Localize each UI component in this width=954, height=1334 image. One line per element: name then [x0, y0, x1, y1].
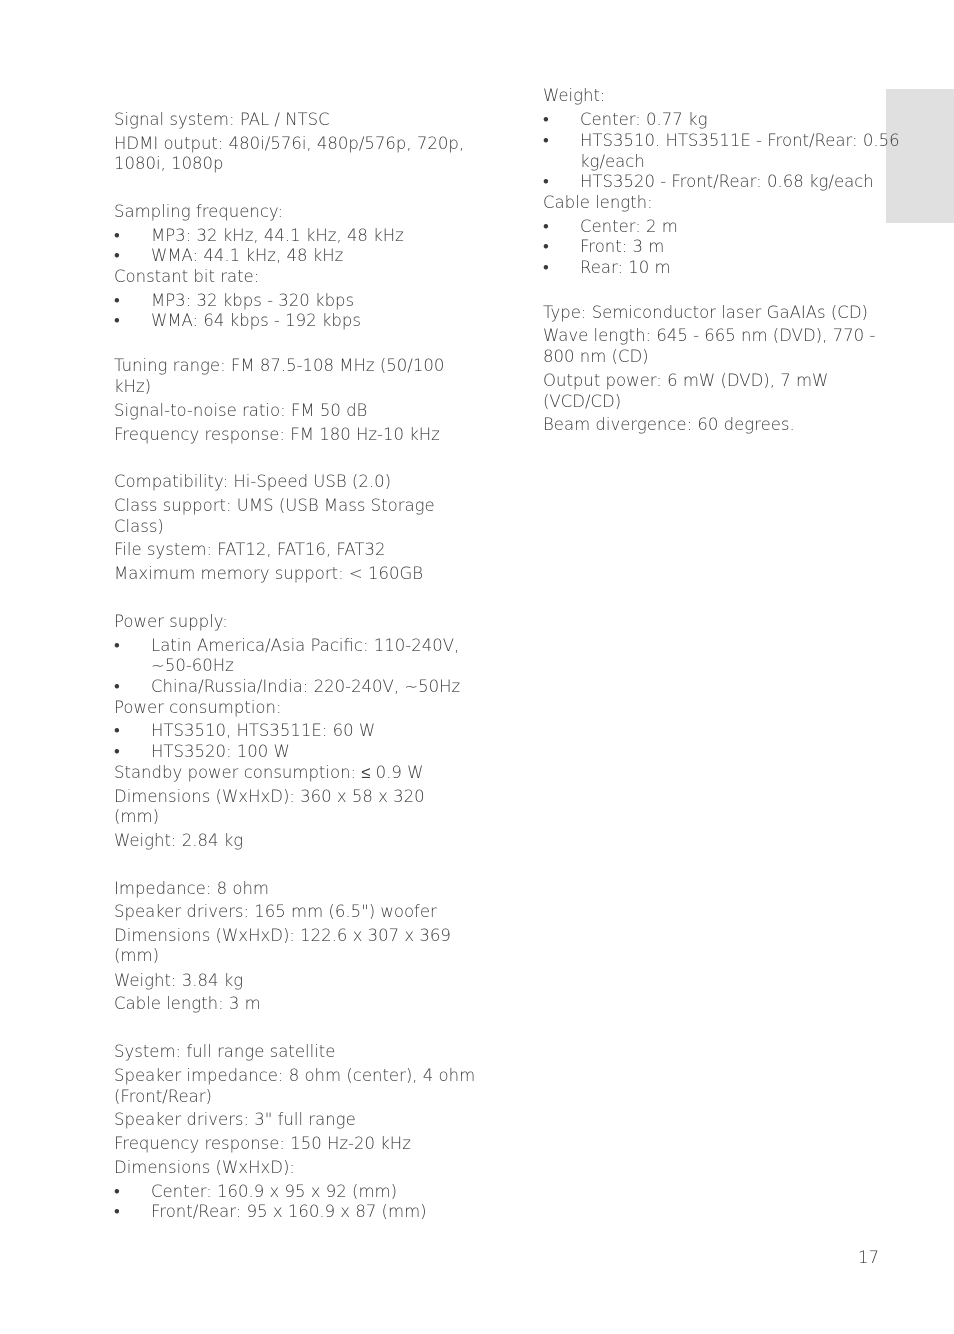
spec-text: Weight: 2.84 kg	[114, 831, 244, 850]
spec-text: Sampling frequency:	[114, 202, 284, 221]
spec-line	[114, 1042, 449, 1063]
spec-text: MP3: 32 kbps - 320 kbps	[151, 291, 355, 310]
spec-text: Tuning range: FM 87.5-108 MHz (50/100	[114, 356, 445, 375]
spec-text: HTS3510. HTS3511E - Front/Rear: 0.56	[580, 131, 900, 150]
bullet-marker: •	[114, 291, 120, 310]
spec-line	[543, 303, 883, 324]
spec-line	[114, 946, 449, 967]
spec-line	[114, 202, 449, 223]
spec-line	[114, 1134, 449, 1155]
spec-line	[114, 879, 449, 900]
spec-line	[543, 326, 883, 347]
spec-line	[114, 540, 449, 561]
spec-text: Dimensions (WxHxD): 360 x 58 x 320	[114, 787, 425, 806]
spec-line	[114, 807, 449, 828]
spec-line	[114, 267, 449, 288]
spec-line	[114, 425, 449, 446]
spec-text: Cable length: 3 m	[114, 994, 261, 1013]
spec-text: Center: 160.9 x 95 x 92 (mm)	[151, 1182, 398, 1201]
spec-text: 800 nm (CD)	[543, 347, 649, 366]
spec-text: Speaker drivers: 3" full range	[114, 1110, 356, 1129]
bullet-marker: •	[543, 110, 549, 129]
spec-line	[114, 1110, 449, 1131]
spec-text: Frequency response: 150 Hz-20 kHz	[114, 1134, 411, 1153]
spec-line	[114, 356, 449, 377]
spec-text: Beam divergence: 60 degrees.	[543, 415, 795, 434]
spec-text: Center: 0.77 kg	[580, 110, 708, 129]
spec-line	[114, 496, 449, 517]
spec-line	[114, 401, 449, 422]
bullet-item	[114, 246, 486, 267]
spec-text: kg/each	[580, 152, 645, 171]
spec-text: WMA: 64 kbps - 192 kbps	[151, 311, 361, 330]
spec-text: MP3: 32 kHz, 44.1 kHz, 48 kHz	[151, 226, 404, 245]
spec-text: Class)	[114, 517, 164, 536]
spec-text: HTS3510, HTS3511E: 60 W	[151, 721, 376, 740]
spec-text: Type: Semiconductor laser GaAIAs (CD)	[543, 303, 868, 322]
spec-line	[114, 698, 449, 719]
spec-line	[114, 564, 449, 585]
spec-line	[543, 347, 883, 368]
spec-text: Wave length: 645 - 665 nm (DVD), 770 -	[543, 326, 876, 345]
bullet-item	[114, 226, 486, 247]
spec-text: Dimensions (WxHxD): 122.6 x 307 x 369	[114, 926, 451, 945]
spec-text: ~50-60Hz	[151, 656, 234, 675]
bullet-marker: •	[114, 742, 120, 761]
spec-text: Weight: 3.84 kg	[114, 971, 244, 990]
bullet-item	[114, 1202, 486, 1223]
spec-text: Compatibility: Hi-Speed USB (2.0)	[114, 472, 392, 491]
bullet-item	[543, 110, 920, 131]
spec-line	[114, 1087, 449, 1108]
spec-text: Front: 3 m	[580, 237, 665, 256]
spec-line	[114, 110, 449, 131]
spec-text: Center: 2 m	[580, 217, 678, 236]
bullet-marker: •	[114, 311, 120, 330]
spec-line	[543, 392, 883, 413]
bullet-item	[543, 258, 920, 279]
spec-line	[543, 193, 883, 214]
bullet-marker: •	[114, 721, 120, 740]
spec-line	[543, 86, 883, 107]
spec-text: Signal system: PAL / NTSC	[114, 110, 330, 129]
spec-text: kHz)	[114, 377, 152, 396]
spec-line	[114, 994, 449, 1015]
spec-line	[114, 971, 449, 992]
spec-line	[114, 926, 449, 947]
spec-text: Speaker impedance: 8 ohm (center), 4 ohm	[114, 1066, 476, 1085]
spec-text: System: full range satellite	[114, 1042, 336, 1061]
spec-line	[114, 902, 449, 923]
bullet-marker: •	[543, 258, 549, 277]
bullet-item	[114, 291, 486, 312]
spec-line	[114, 763, 449, 784]
spec-text: Output power: 6 mW (DVD), 7 mW	[543, 371, 829, 390]
bullet-marker: •	[543, 217, 549, 236]
spec-text: HTS3520 - Front/Rear: 0.68 kg/each	[580, 172, 874, 191]
spec-line	[114, 517, 449, 538]
bullet-item	[543, 237, 920, 258]
spec-line	[543, 371, 883, 392]
spec-line	[114, 1066, 476, 1087]
bullet-marker: •	[114, 636, 120, 655]
spec-text: Rear: 10 m	[580, 258, 671, 277]
spec-line	[114, 134, 465, 155]
spec-text: Impedance: 8 ohm	[114, 879, 270, 898]
bullet-item	[114, 742, 486, 763]
bullet-item	[543, 217, 920, 238]
bullet-marker: •	[543, 237, 549, 256]
bullet-item	[114, 1182, 486, 1203]
spec-text: (VCD/CD)	[543, 392, 622, 411]
bullet-marker: •	[543, 172, 549, 191]
bullet-item	[114, 721, 486, 742]
spec-text: Maximum memory support: < 160GB	[114, 564, 424, 583]
spec-text: China/Russia/India: 220-240V, ~50Hz	[151, 677, 461, 696]
spec-text: Class support: UMS (USB Mass Storage	[114, 496, 435, 515]
spec-line	[114, 612, 449, 633]
bullet-marker: •	[114, 1202, 120, 1221]
bullet-item-continuation	[543, 152, 920, 173]
spec-text: HTS3520: 100 W	[151, 742, 290, 761]
spec-line	[114, 831, 449, 852]
spec-line	[114, 154, 449, 175]
spec-text: WMA: 44.1 kHz, 48 kHz	[151, 246, 344, 265]
spec-line	[543, 415, 883, 436]
spec-text: (mm)	[114, 946, 160, 965]
spec-text: Cable length:	[543, 193, 653, 212]
bullet-marker: •	[114, 1182, 120, 1201]
bullet-marker: •	[543, 131, 549, 150]
spec-text: Power consumption:	[114, 698, 282, 717]
spec-text: HDMI output: 480i/576i, 480p/576p, 720p,	[114, 134, 465, 153]
spec-text: Front/Rear: 95 x 160.9 x 87 (mm)	[151, 1202, 427, 1221]
spec-text: Signal-to-noise ratio: FM 50 dB	[114, 401, 368, 420]
bullet-marker: •	[114, 246, 120, 265]
spec-text: Power supply:	[114, 612, 228, 631]
bullet-marker: •	[114, 226, 120, 245]
bullet-item	[543, 172, 920, 193]
bullet-item	[114, 636, 486, 657]
spec-line	[114, 1158, 449, 1179]
bullet-item-continuation	[114, 656, 486, 677]
bullet-item	[543, 131, 920, 152]
spec-text: Constant bit rate:	[114, 267, 260, 286]
spec-text: Latin America/Asia Pacific: 110-240V,	[151, 636, 460, 655]
spec-text: Speaker drivers: 165 mm (6.5") woofer	[114, 902, 437, 921]
spec-text: Weight:	[543, 86, 606, 105]
bullet-item	[114, 311, 486, 332]
spec-text: Standby power consumption: ≤ 0.9 W	[114, 763, 424, 782]
spec-text: (Front/Rear)	[114, 1087, 212, 1106]
spec-line	[114, 787, 449, 808]
bullet-item	[114, 677, 486, 698]
spec-text: 1080i, 1080p	[114, 154, 224, 173]
spec-text: (mm)	[114, 807, 160, 826]
spec-text: File system: FAT12, FAT16, FAT32	[114, 540, 386, 559]
spec-line	[114, 472, 449, 493]
spec-text: Frequency response: FM 180 Hz-10 kHz	[114, 425, 440, 444]
page-number: 17	[858, 1248, 879, 1267]
spec-line	[114, 377, 449, 398]
spec-text: Dimensions (WxHxD):	[114, 1158, 295, 1177]
bullet-marker: •	[114, 677, 120, 696]
